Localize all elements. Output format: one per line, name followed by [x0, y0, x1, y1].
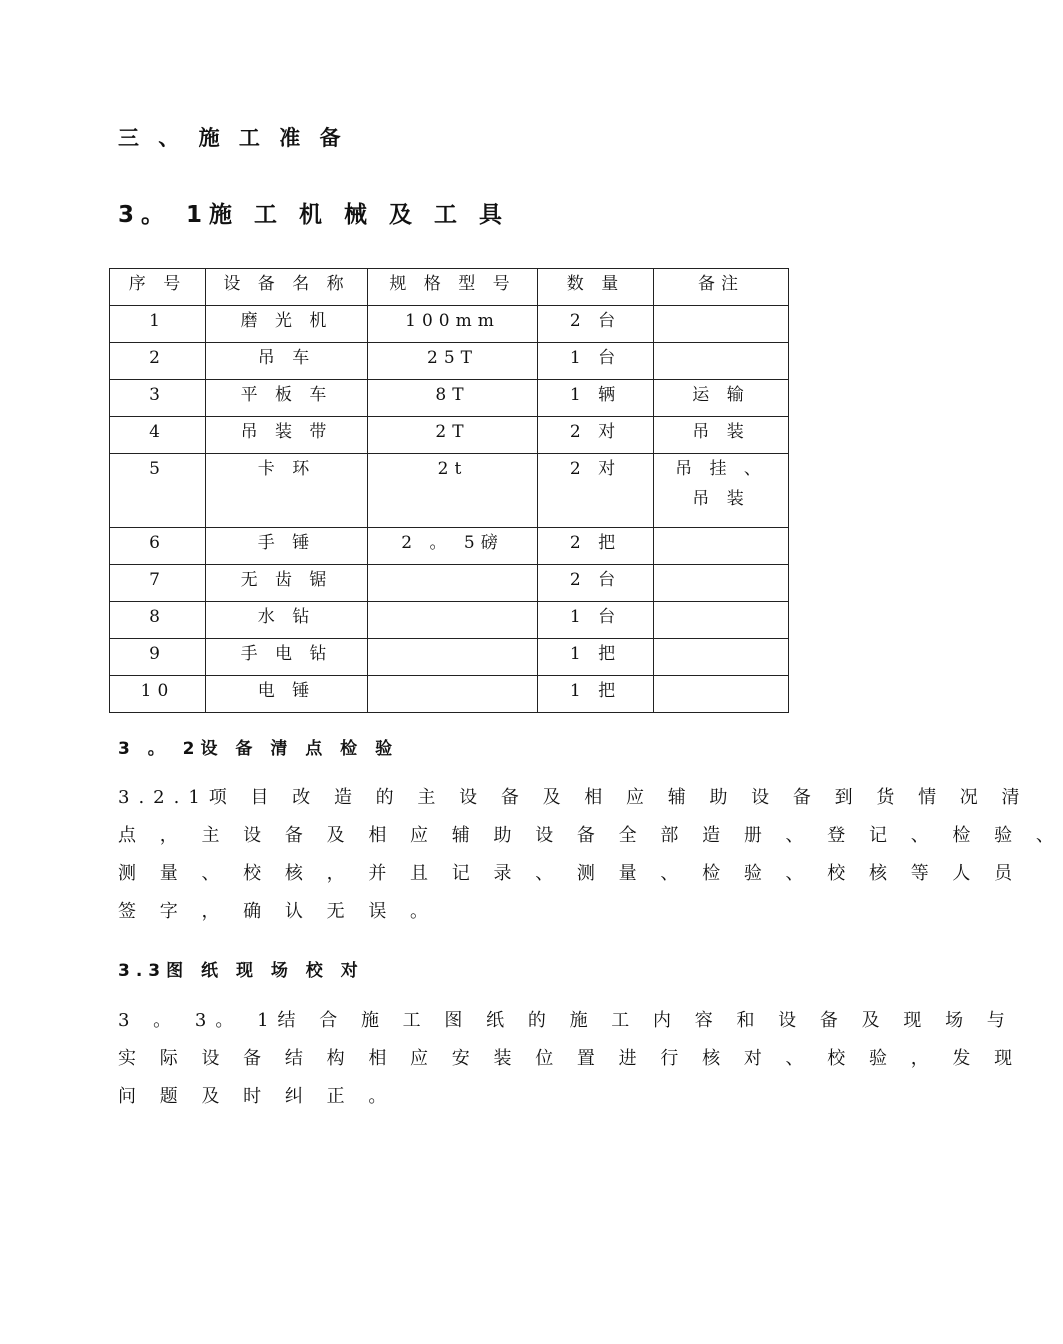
cell-name: 手 电 钻 — [206, 639, 368, 676]
cell-name: 电 锤 — [206, 676, 368, 713]
cell-no: 7 — [110, 565, 206, 602]
section-3-2-title: 3 。 2设 备 清 点 检 验 — [118, 739, 399, 759]
cell-remark — [654, 676, 789, 713]
paragraph-line: 测 量 、 校 核 ， 并 且 记 录 、 测 量 、 检 验 、 校 核 等 人 员 — [118, 863, 1022, 884]
cell-spec — [368, 639, 538, 676]
cell-name: 手 锤 — [206, 528, 368, 565]
cell-remark — [654, 454, 789, 528]
cell-no: 10 — [110, 676, 206, 713]
paragraph-line: 问 题 及 时 纠 正 。 — [118, 1086, 396, 1107]
table-row — [110, 528, 789, 565]
paragraph-line: 签 字 ， 确 认 无 误 。 — [118, 901, 438, 922]
cell-spec — [368, 602, 538, 639]
paragraph-line: 3 。 3。 1结 合 施 工 图 纸 的 施 工 内 容 和 设 备 及 现 场 与 — [118, 1010, 1014, 1031]
cell-remark — [654, 602, 789, 639]
table-row — [110, 565, 789, 602]
table-row — [110, 343, 789, 380]
cell-qty: 1 辆 — [538, 380, 654, 417]
cell-qty: 1 把 — [538, 639, 654, 676]
cell-remark — [654, 639, 789, 676]
cell-qty: 1 台 — [538, 602, 654, 639]
cell-spec: 2 。 5磅 — [368, 528, 538, 565]
header-spec: 规 格 型 号 — [368, 269, 538, 306]
cell-no: 6 — [110, 528, 206, 565]
table-row — [110, 417, 789, 454]
cell-no: 2 — [110, 343, 206, 380]
cell-no: 4 — [110, 417, 206, 454]
paragraph-line: 点 ， 主 设 备 及 相 应 辅 助 设 备 全 部 造 册 、 登 记 、 检 验 、 — [118, 825, 1063, 846]
cell-no: 5 — [110, 454, 206, 528]
header-name: 设 备 名 称 — [206, 269, 368, 306]
cell-remark: 吊 装 — [654, 417, 789, 454]
table-row — [110, 454, 789, 528]
cell-qty: 2 把 — [538, 528, 654, 565]
section-title: 三 、 施 工 准 备 — [118, 126, 347, 150]
cell-spec: 2T — [368, 417, 538, 454]
cell-name: 平 板 车 — [206, 380, 368, 417]
tools-table — [109, 268, 789, 713]
cell-name: 吊 装 带 — [206, 417, 368, 454]
section-3-3-title: 3.3图 纸 现 场 校 对 — [118, 961, 364, 981]
cell-qty: 2 对 — [538, 454, 654, 528]
cell-spec: 8T — [368, 380, 538, 417]
paragraph-line: 实 际 设 备 结 构 相 应 安 装 位 置 进 行 核 对 、 校 验 ， 发 现 — [118, 1048, 1022, 1069]
cell-remark: 运 输 — [654, 380, 789, 417]
cell-no: 3 — [110, 380, 206, 417]
header-remark: 备注 — [654, 269, 789, 306]
table-row — [110, 639, 789, 676]
cell-qty: 2 台 — [538, 565, 654, 602]
cell-remark — [654, 306, 789, 343]
cell-no: 9 — [110, 639, 206, 676]
cell-spec — [368, 676, 538, 713]
cell-name: 吊 车 — [206, 343, 368, 380]
cell-remark — [654, 565, 789, 602]
paragraph-line: 3.2.1项 目 改 造 的 主 设 备 及 相 应 辅 助 设 备 到 货 情 况 清 — [118, 787, 1029, 808]
cell-spec: 100mm — [368, 306, 538, 343]
section-3-3-paragraph — [118, 1002, 1022, 1116]
cell-name: 磨 光 机 — [206, 306, 368, 343]
cell-qty: 1 台 — [538, 343, 654, 380]
header-no: 序 号 — [110, 269, 206, 306]
cell-remark — [654, 528, 789, 565]
cell-no: 1 — [110, 306, 206, 343]
cell-name: 无 齿 锯 — [206, 565, 368, 602]
table-row — [110, 676, 789, 713]
remark-line-1: 吊 挂 、 — [675, 459, 767, 479]
cell-no: 8 — [110, 602, 206, 639]
cell-spec: 25T — [368, 343, 538, 380]
cell-name: 水 钻 — [206, 602, 368, 639]
cell-spec — [368, 565, 538, 602]
table-row — [110, 306, 789, 343]
cell-name: 卡 环 — [206, 454, 368, 528]
cell-spec: 2t — [368, 454, 538, 528]
subsection-title: 3。 1施 工 机 械 及 工 具 — [118, 202, 510, 228]
cell-qty: 1 把 — [538, 676, 654, 713]
table-row — [110, 602, 789, 639]
cell-qty: 2 对 — [538, 417, 654, 454]
header-qty: 数 量 — [538, 269, 654, 306]
section-3-2-paragraph — [118, 779, 1063, 931]
table-header-row — [110, 269, 789, 306]
cell-qty: 2 台 — [538, 306, 654, 343]
cell-remark — [654, 343, 789, 380]
remark-line-2: 吊 装 — [692, 489, 750, 509]
table-row — [110, 380, 789, 417]
